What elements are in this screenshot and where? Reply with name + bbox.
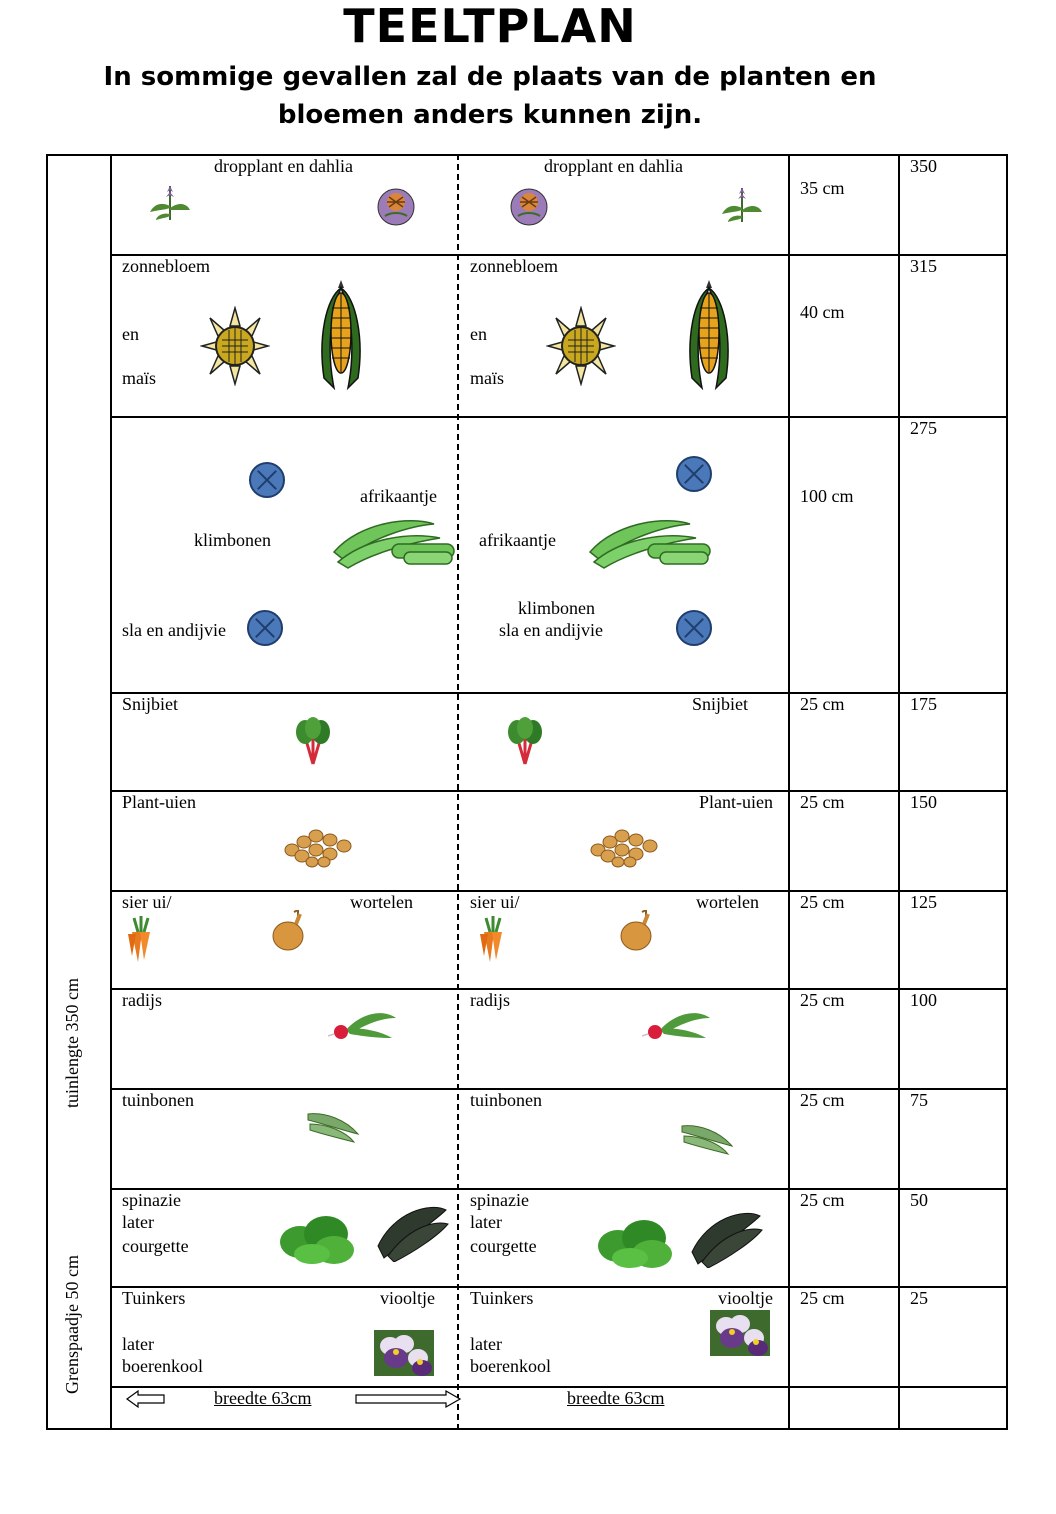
row9-position: 50 bbox=[910, 1190, 928, 1210]
row6-position: 125 bbox=[910, 892, 937, 912]
page-subtitle: In sommige gevallen zal de plaats van de planten en bloemen anders kunnen zijn. bbox=[103, 62, 877, 130]
row9-left-label-3: courgette bbox=[122, 1236, 189, 1256]
row9-left-label-1: spinazie bbox=[122, 1190, 181, 1210]
courgette-icon bbox=[374, 1202, 450, 1262]
footer-left-width: breedte 63cm bbox=[214, 1388, 312, 1408]
row5-right-label: Plant-uien bbox=[699, 792, 773, 812]
footer-right-width: breedte 63cm bbox=[567, 1388, 665, 1408]
row-line bbox=[110, 1188, 1008, 1190]
courgette-icon bbox=[688, 1208, 764, 1268]
green-beans-icon bbox=[586, 512, 714, 570]
broad-beans-icon bbox=[680, 1120, 734, 1156]
onion-icon bbox=[616, 910, 658, 954]
row-line bbox=[110, 1286, 1008, 1288]
row10-position: 25 bbox=[910, 1288, 928, 1308]
row1-spacing: 35 cm bbox=[800, 178, 845, 198]
col-divider-2 bbox=[788, 154, 790, 1430]
row-line bbox=[110, 416, 1008, 418]
row10-left-label-1: Tuinkers bbox=[122, 1288, 186, 1308]
green-beans-icon bbox=[330, 512, 458, 570]
row2-right-label-2: en bbox=[470, 324, 487, 344]
row3-left-klimbonen: klimbonen bbox=[194, 530, 271, 550]
corn-icon bbox=[318, 278, 364, 392]
row-line bbox=[110, 988, 1008, 990]
row2-left-label-2: en bbox=[122, 324, 139, 344]
row8-left-label: tuinbonen bbox=[122, 1090, 194, 1110]
pansy-icon bbox=[374, 1330, 434, 1376]
row3-position: 275 bbox=[910, 418, 937, 438]
sunflower-icon bbox=[200, 306, 270, 386]
dahlia-icon bbox=[508, 186, 550, 228]
row4-right-label: Snijbiet bbox=[692, 694, 749, 714]
row4-left-label: Snijbiet bbox=[122, 694, 179, 714]
row10-right-label-1: Tuinkers bbox=[470, 1288, 534, 1308]
row6-right-label-1: sier ui/ bbox=[470, 892, 520, 912]
carrots-icon bbox=[474, 914, 512, 964]
center-dashed-line bbox=[457, 154, 459, 1430]
row5-position: 150 bbox=[910, 792, 937, 812]
row2-right-label-1: zonnebloem bbox=[470, 256, 558, 276]
row2-right-label-3: maïs bbox=[470, 368, 504, 388]
dropplant-icon bbox=[720, 180, 764, 224]
row6-spacing: 25 cm bbox=[800, 892, 845, 912]
row-line bbox=[110, 692, 1008, 694]
col-divider-3 bbox=[898, 154, 900, 1430]
row8-spacing: 25 cm bbox=[800, 1090, 845, 1110]
row7-spacing: 25 cm bbox=[800, 990, 845, 1010]
page-title: TEELTPLAN bbox=[343, 0, 637, 53]
row3-spacing: 100 cm bbox=[800, 486, 854, 506]
chard-icon bbox=[294, 716, 332, 766]
row6-right-label-2: wortelen bbox=[696, 892, 759, 912]
row10-left-label-2: viooltje bbox=[380, 1288, 435, 1308]
row9-spacing: 25 cm bbox=[800, 1190, 845, 1210]
row7-right-label: radijs bbox=[470, 990, 510, 1010]
row2-left-label-3: maïs bbox=[122, 368, 156, 388]
row6-left-label-2: wortelen bbox=[350, 892, 413, 912]
row1-left-label: dropplant en dahlia bbox=[214, 156, 353, 176]
row9-right-label-2: later bbox=[470, 1212, 502, 1232]
side-label-length: tuinlengte 350 cm bbox=[62, 978, 82, 1108]
radish-icon bbox=[640, 1004, 712, 1042]
pansy-icon bbox=[710, 1310, 770, 1356]
carrots-icon bbox=[122, 914, 160, 964]
planting-spot-icon bbox=[676, 456, 712, 492]
planting-spot-icon bbox=[249, 462, 285, 498]
row7-position: 100 bbox=[910, 990, 937, 1010]
row3-left-sla: sla en andijvie bbox=[122, 620, 226, 640]
row-line bbox=[110, 890, 1008, 892]
onion-icon bbox=[268, 910, 310, 954]
row-line bbox=[110, 254, 1008, 256]
col-divider-1 bbox=[110, 154, 112, 1430]
row3-right-sla: sla en andijvie bbox=[499, 620, 603, 640]
row5-spacing: 25 cm bbox=[800, 792, 845, 812]
dropplant-icon bbox=[148, 178, 192, 222]
row3-right-klimbonen: klimbonen bbox=[518, 598, 595, 618]
planting-spot-icon bbox=[247, 610, 283, 646]
spinach-icon bbox=[596, 1214, 676, 1270]
row10-left-label-3: later bbox=[122, 1334, 154, 1354]
row4-spacing: 25 cm bbox=[800, 694, 845, 714]
row9-left-label-2: later bbox=[122, 1212, 154, 1232]
row1-right-label: dropplant en dahlia bbox=[544, 156, 683, 176]
row10-left-label-4: boerenkool bbox=[122, 1356, 203, 1376]
row5-left-label: Plant-uien bbox=[122, 792, 196, 812]
side-label-path: Grenspaadje 50 cm bbox=[62, 1255, 82, 1394]
spinach-icon bbox=[278, 1210, 358, 1266]
row-line bbox=[110, 790, 1008, 792]
sunflower-icon bbox=[546, 306, 616, 386]
arrow-right-icon bbox=[354, 1389, 462, 1409]
dahlia-icon bbox=[375, 186, 417, 228]
row2-position: 315 bbox=[910, 256, 937, 276]
onion-sets-icon bbox=[282, 820, 358, 868]
row9-right-label-1: spinazie bbox=[470, 1190, 529, 1210]
row7-left-label: radijs bbox=[122, 990, 162, 1010]
row10-right-label-4: boerenkool bbox=[470, 1356, 551, 1376]
row6-left-label-1: sier ui/ bbox=[122, 892, 172, 912]
row3-right-afrikaantje: afrikaantje bbox=[479, 530, 556, 550]
chard-icon bbox=[506, 716, 544, 766]
onion-sets-icon bbox=[588, 820, 664, 868]
corn-icon bbox=[686, 278, 732, 392]
radish-icon bbox=[326, 1004, 398, 1042]
row9-right-label-3: courgette bbox=[470, 1236, 537, 1256]
row4-position: 175 bbox=[910, 694, 937, 714]
row10-right-label-3: later bbox=[470, 1334, 502, 1354]
row8-right-label: tuinbonen bbox=[470, 1090, 542, 1110]
row8-position: 75 bbox=[910, 1090, 928, 1110]
planting-spot-icon bbox=[676, 610, 712, 646]
row2-left-label-1: zonnebloem bbox=[122, 256, 210, 276]
row1-position: 350 bbox=[910, 156, 937, 176]
row3-left-afrikaantje: afrikaantje bbox=[360, 486, 437, 506]
row10-right-label-2: viooltje bbox=[718, 1288, 773, 1308]
row2-spacing: 40 cm bbox=[800, 302, 845, 322]
row10-spacing: 25 cm bbox=[800, 1288, 845, 1308]
arrow-left-icon bbox=[126, 1389, 166, 1409]
broad-beans-icon bbox=[306, 1108, 360, 1144]
row-line bbox=[110, 1088, 1008, 1090]
